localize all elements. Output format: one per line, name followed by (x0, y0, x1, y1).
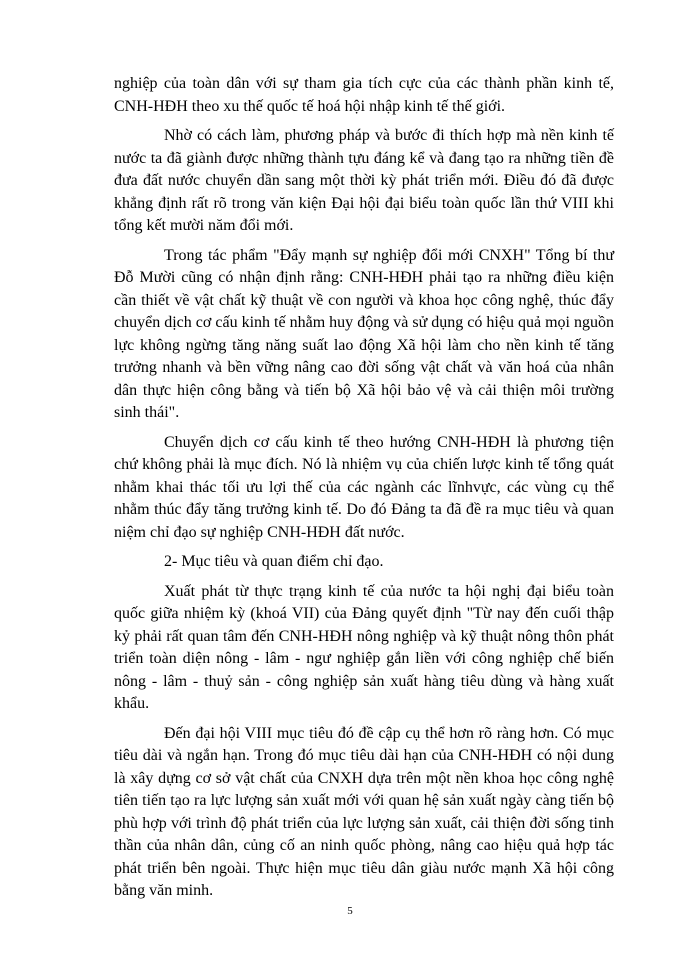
page-number: 5 (347, 905, 353, 917)
paragraph-congress-viii-goals: Đến đại hội VIII mục tiêu đó đề cập cụ thể hơn rõ ràng hơn. Có mục tiêu dài và ngắn hạn. Trong đó mục tiêu dài hạn của CNH-HĐH có nội dung là xây dựng cơ sở vật chất của CNXH dựa trên một nền khoa học công nghệ tiên tiến tạo ra lực lượng sản xuất mới với quan hệ sản xuất ngày càng tiến bộ phù hợp với trình độ phát triển của lực lượng sản xuất, cải thiện đời sống tinh thần của nhân dân, củng cố an ninh quốc phòng, nâng cao hiệu quả hợp tác phát triển bên ngoài. Thực hiện mục tiêu dân giàu nước mạnh Xã hội công bằng văn minh. (114, 724, 614, 899)
document-page (114, 73, 614, 910)
paragraph-structural-shift: Chuyển dịch cơ cấu kinh tế theo hướng CNH-HĐH là phương tiện chứ không phải là mục đích. Nó là nhiệm vụ của chiến lược kinh tế tổng quát nhằm khai thác tối ưu lợi thế của các ngành các lĩnhvực, các vùng cụ thể nhằm thúc đẩy tăng trưởng kinh tế. Do đó Đảng ta đã đề ra mục tiêu và quan niệm chỉ đạo sự nghiệp CNH-HĐH đất nước. (114, 433, 614, 541)
section-heading: 2- Mục tiêu và quan điểm chỉ đạo. (164, 553, 384, 570)
paragraph-do-muoi-quote: Trong tác phẩm "Đẩy mạnh sự nghiệp đổi mới CNXH" Tổng bí thư Đỗ Mười cũng có nhận định rằng: CNH-HĐH phải tạo ra những điều kiện cần thiết về vật chất kỹ thuật về con người và khoa học công nghệ, thúc đẩy chuyển dịch cơ cấu kinh tế nhằm huy động và sử dụng có hiệu quả mọi nguồn lực không ngừng tăng năng suất lao động Xã hội làm cho nền kinh tế tăng trưởng nhanh và bền vững nâng cao đời sống vật chất và văn hoá của nhân dân thực hiện công bằng và tiến bộ Xã hội bảo vệ và cải thiện môi trường sinh thái". (114, 246, 614, 421)
paragraph-conference-decision: Xuất phát từ thực trạng kinh tế của nước ta hội nghị đại biểu toàn quốc giữa nhiệm kỳ (khoá VII) của Đảng quyết định "Từ nay đến cuối thập kỷ phải rất quan tâm đến CNH-HĐH nông nghiệp và kỹ thuật nông thôn phát triển toàn diện nông - lâm - ngư nghiệp gắn liền với công nghiệp chế biến nông - lâm - thuỷ sản - công nghiệp sản xuất hàng tiêu dùng và hàng xuất khẩu. (114, 582, 614, 712)
paragraph-achievements: Nhờ có cách làm, phương pháp và bước đi thích hợp mà nền kinh tế nước ta đã giành được những thành tựu đáng kể và đang tạo ra những tiền đề đưa đất nước chuyển dần sang một thời kỳ phát triển mới. Điều đó đã được khẳng định rất rõ trong văn kiện Đại hội đại biểu toàn quốc lần thứ VIII khi tổng kết mười năm đổi mới. (114, 127, 614, 234)
paragraph-continuation: nghiệp của toàn dân với sự tham gia tích cực của các thành phần kinh tế, CNH-HĐH theo xu thế quốc tế hoá hội nhập kinh tế thế giới. (114, 75, 614, 115)
